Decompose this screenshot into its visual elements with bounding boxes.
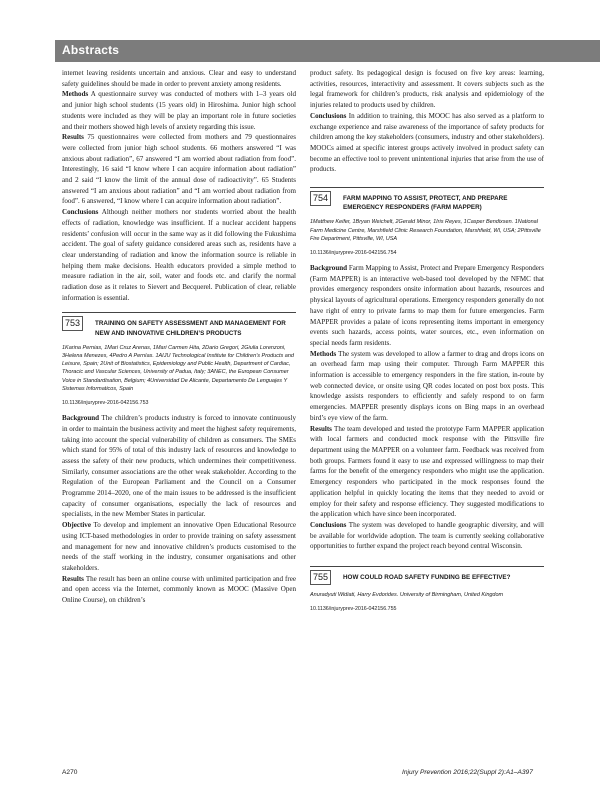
abstract-doi[interactable]: 10.1136/injuryprev-2016-042156.753 (62, 400, 149, 407)
section-header-bar (55, 40, 600, 62)
abstract-doi[interactable]: 10.1136/injuryprev-2016-042156.754 (310, 250, 397, 257)
results-paragraph: Results 75 questionnaires were collected from mothers and 79 questionnaires were collected from junior high school students. 66 mothers answered “I was anxious about radiation”, 67 answered “I am worried about radiation from food”. Interestingly, 16 said “I know where I can acquire information about radiation” and 2 said “I know the limit of the annual dose of radioactivity”. 65 Students answered “I am anxious about radiation” and “I am worried about radiation from food”. 6 answered, “I know where I can acquire information about radiation”. (62, 133, 297, 206)
background-paragraph: Background Farm Mapping to Assist, Protect and Prepare Emergency Responders (Farm MAPPER) is an interactive web-based tool developed by the NFMC that provides emergency responders onsite information about hazards, resources and physical layouts of agricultural operations. Emergency responders generally do not have right of entry to private farms to map them for future emergencies. Farm MAPPER provides a palate of icons representing items important in emergency events such hazards, access points, water sources, etc., even information on special needs farm residents. (310, 264, 544, 347)
abstract-number-badge: 755 (310, 570, 331, 585)
abstract-number-badge: 754 (310, 191, 331, 206)
conclusions-paragraph: Conclusions Although neither mothers nor students worried about the health effects of radiation, knowledge was insufficient. If a nuclear accident happens residents’ confusion will occur in the same way as it did following the Fukushima accident. The goal of safety guidance considered areas such as, residents have a clear understanding of radiation and know the information source is reliable in helping them make decisions. Health educators provided a simple method to measure radiation in the air, soil, water and foods etc. and clarify the normal radiation dose as it relates to Sievert and Becquerel. Publication of clear, reliable information is essential. (62, 208, 297, 302)
methods-paragraph: Methods The system was developed to allow a farmer to drag and drops icons on an overhead farm map using their computer. Through Farm MAPPER this information is accessible to emergency responders in the fire station, in-route by web connected device, or onsite using QR codes located on post box posts. This knowledge assists responders to efficiently and safely respond to on farm emergencies. MAPPER presently displays icons on Bing maps in an overhead bird’s eye view of the farm. (310, 349, 544, 422)
abstract-authors: Anuradyuti Widiati, Harry Evdorides. University of Birmingham, United Kingdom (310, 592, 504, 599)
abstract-754-header (310, 187, 544, 212)
left-column (62, 68, 296, 606)
abstract-title: FARM MAPPING TO ASSIST, PROTECT, AND PREPARE EMERGENCY RESPONDERS (FARM MAPPER) (343, 195, 508, 212)
abstract-753-header (62, 312, 296, 337)
abstract-754 (310, 187, 544, 552)
conclusions-paragraph: Conclusions The system was developed to handle geographic diversity, and will be available for worldwide adoption. The team is currently seeking collaborative opportunities to further expand the project reach beyond central Wisconsin. (310, 520, 544, 551)
page-number: A270 (62, 769, 78, 776)
abstract-755 (310, 566, 544, 613)
intro-paragraph: internet leaving residents uncertain and anxious. Clear and easy to understand safety guidelines should be made in order to prevent anxiety among residents. (62, 69, 296, 88)
objective-paragraph: Objective To develop and implement an innovative Open Educational Resource using ICT-based methodologies in order to provide training on safety assessment and management for new and innovative children’s products customised to the needs of the staff working in the industry, consumer organisations and other stakeholders. (62, 521, 297, 572)
results-paragraph: Results The team developed and tested the prototype Farm MAPPER application with local farmers and conducted mock response with the Pittsville fire department using the MAPPER on a volunteer farm. Feedback was received from both groups. Farmers found it easy to use and expressed willingness to map their farms for the benefit of the emergency responders who might use the application. Emergency responders who participated in the mock responses found the application helpful in quickly locating the items that they needed to avoid or employ for their safety and response efficiency. They suggested modifications to the application which have since been incorporated. (310, 424, 544, 519)
abstract-title: TRAINING ON SAFETY ASSESSMENT AND MANAGEMENT FOR NEW AND INNOVATIVE CHILDREN’S PRODUCTS (95, 320, 286, 337)
section-title: Abstracts (62, 43, 120, 57)
right-column (310, 68, 544, 619)
methods-paragraph: Methods A questionnaire survey was conducted of mothers with 1–3 years old and junior high school students (15 years old) in Hiroshima. Junior high school students were included as they will be play an important role in future societies and their mothers showed high levels of anxiety regarding this issue. (62, 90, 296, 131)
abstract-755-header (310, 566, 544, 585)
abstract-title: HOW COULD ROAD SAFETY FUNDING BE EFFECTIVE? (343, 574, 511, 582)
continued-paragraph: product safety. Its pedagogical design is focused on five key areas: learning, activities, resources, interactivity and assessment. It covers subjects such as the legal framework for children’s products, risk analysis and epidemiology of the injuries related to products used by children. (310, 69, 544, 110)
results-paragraph: Results The result has been an online course with unlimited participation and free and open access via the Internet, commonly known as MOOC (Massive Open Online Course), on children’s (62, 574, 296, 605)
abstract-number-badge: 753 (62, 316, 83, 331)
abstract-authors: 1Karina Pernias, 1Mari Cruz Arenas, 1Mari Carmen Hita, 2Dario Gregori, 2Giulia Lorenzoni, 3Helena Menezes, 4Pedro A Pernías. 1AIJU Technological Institute for Children’s Products and Leisure, Spain; 2Unit of Biostatistics, Epidemiology and Public Health, Department of Cardiac, Thoracic and Vascular Sciences, University of Padua, Italy; 3ANEC, the European Consumer Voice in Standardisation, Belgium; 4Universidad De Alicante, Departamento De Lenguajes Y Sistemas Informaticos, Spain (62, 344, 294, 392)
abstract-753 (62, 312, 296, 605)
conclusions-paragraph: Conclusions In addition to training, this MOOC has also served as a platform to exchange experience and raise awareness of the importance of safety products for children among the key stakeholders (consumers, industry and other stakeholders). MOOCs aimed at specific interest groups actively involved in product safety can become an effective tool to prevent unintentional injuries that arise from the use of products. (310, 111, 544, 174)
journal-citation: Injury Prevention 2016;22(Suppl 2):A1–A397 (402, 769, 533, 776)
abstract-authors: 1Matthew Keifer, 1Bryan Weichelt, 2Gerald Minor, 1Iris Reyes, 1Casper Bendixsen. 1National Farm Medicine Centre, Marshfield Clinic Research Foundation, Marshfield, WI, USA; 2Pittsville Fire Department, Pittsville, WI, USA (310, 219, 541, 242)
abstract-doi[interactable]: 10.1136/injuryprev-2016-042156.755 (310, 606, 397, 613)
background-paragraph: Background The children’s products industry is forced to innovate continuously in order to maintain the business activity and meet the highest safety requirements, taking into account the special vulnerability of children as consumers. The SMEs which stand for 95% of total of this industry lack of resources and knowledge to assess the safety of their new products, which undermines their competitiveness. Similarly, consumer associations are the other weak stakeholder. According to the Regulation of the European Parliament and the Council on a Consumer Programme 2014–2020, one of the main issues to be addressed is the insufficient capacity of consumer organisations, especially the lack of resources and specialists, in the new Member States in particular. (62, 414, 296, 519)
